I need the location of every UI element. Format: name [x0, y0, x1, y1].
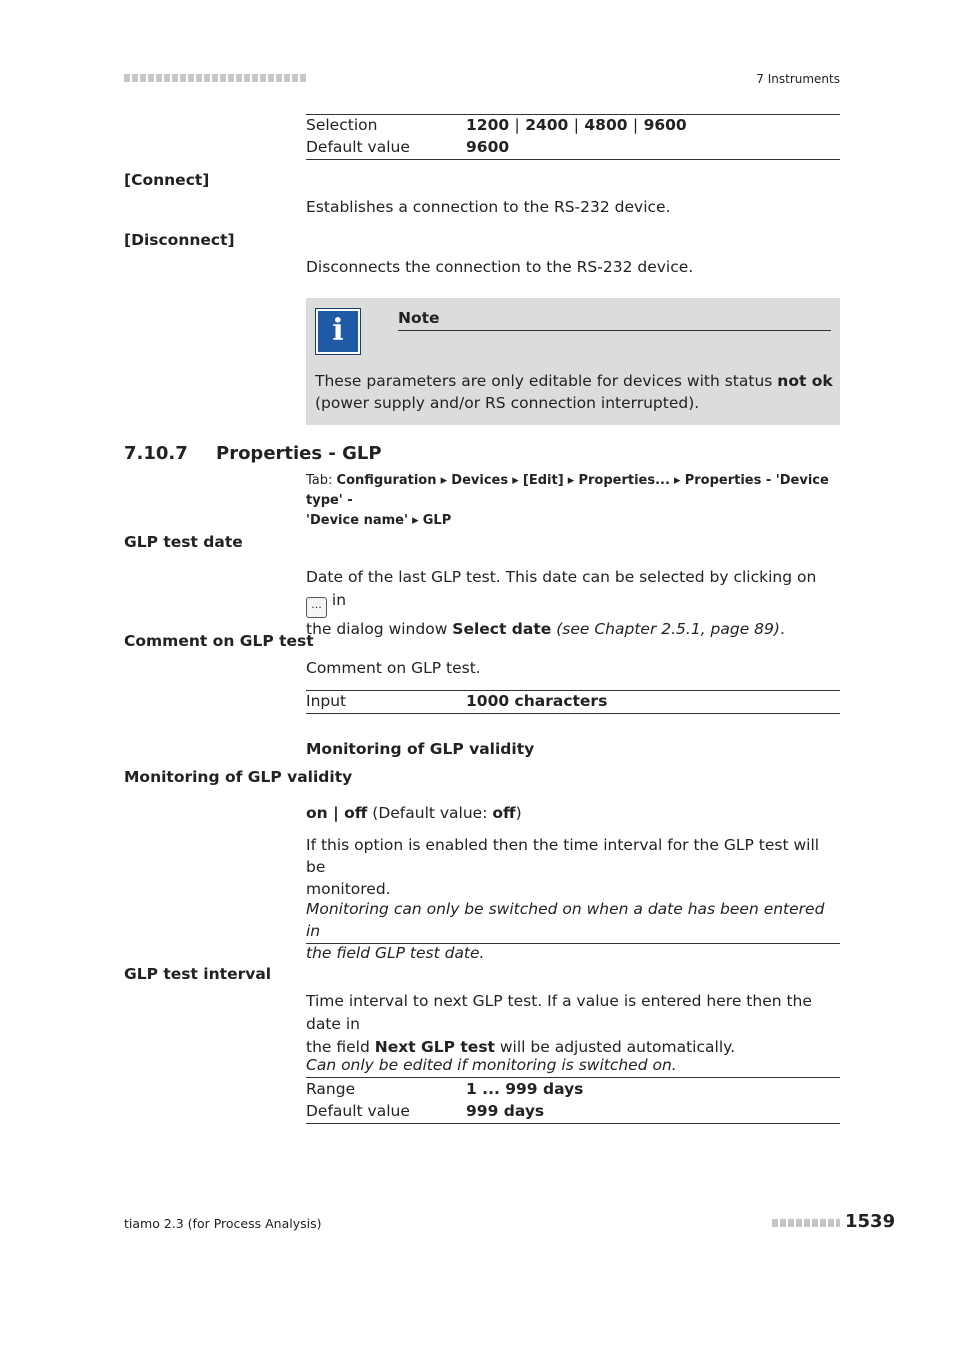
info-icon: i	[315, 308, 361, 355]
note-text: These parameters are only editable for devices with status not ok (power supply and/or RS connection interrupted).	[315, 372, 833, 412]
interval-rule-bottom	[306, 1123, 840, 1124]
chapter-title: 7 Instruments	[756, 72, 840, 86]
input-value: 1000 characters	[466, 692, 608, 710]
comment-rule-bottom	[306, 713, 840, 714]
disconnect-desc: Disconnects the connection to the RS-232 device.	[306, 258, 694, 276]
section-title: Properties - GLP	[216, 443, 382, 464]
glp-test-date-desc: Date of the last GLP test. This date can be selected by clicking on ... in the dialog window Select date (see Chapter 2.5.1, page 89).	[306, 568, 817, 638]
note-title: Note	[398, 309, 440, 327]
default-label: Default value	[306, 138, 410, 156]
page-number: 1539	[845, 1211, 896, 1232]
range-label: Range	[306, 1080, 356, 1098]
interval-note: Can only be edited if monitoring is switched on.	[306, 1056, 677, 1074]
selection-label: Selection	[306, 116, 378, 134]
connect-desc: Establishes a connection to the RS-232 device.	[306, 198, 671, 216]
glp-test-date-title: GLP test date	[124, 533, 243, 551]
footer-decoration	[772, 1219, 840, 1227]
selection-values: 1200 | 2400 | 4800 | 9600	[466, 116, 687, 134]
comment-desc: Comment on GLP test.	[306, 659, 481, 677]
interval-desc: Time interval to next GLP test. If a value is entered here then the date in the field Next GLP test will be adjusted automatically.	[306, 992, 812, 1056]
interval-default-value: 999 days	[466, 1102, 545, 1120]
comment-title: Comment on GLP test	[124, 632, 314, 650]
monitoring-rule	[306, 943, 840, 944]
footer-product: tiamo 2.3 (for Process Analysis)	[124, 1216, 322, 1231]
tab-path: Tab: Configuration ▸ Devices ▸ [Edit] ▸ Properties... ▸ Properties - 'Device type' - 'Device name' ▸ GLP	[306, 473, 829, 528]
monitoring-heading: Monitoring of GLP validity	[306, 740, 535, 758]
input-label: Input	[306, 692, 347, 710]
select-date-button[interactable]: ...	[306, 597, 327, 618]
section-number: 7.10.7	[124, 443, 188, 464]
connect-title: [Connect]	[124, 171, 210, 189]
monitoring-desc: If this option is enabled then the time interval for the GLP test will be monitored.	[306, 836, 820, 898]
monitoring-options: on | off (Default value: off)	[306, 804, 522, 822]
monitoring-title: Monitoring of GLP validity	[124, 768, 353, 786]
disconnect-title: [Disconnect]	[124, 231, 235, 249]
range-value: 1 ... 999 days	[466, 1080, 584, 1098]
monitoring-note: Monitoring can only be switched on when a date has been entered in the field GLP test date.	[306, 900, 825, 962]
interval-default-label: Default value	[306, 1102, 410, 1120]
note-rule	[398, 330, 831, 331]
default-value: 9600	[466, 138, 510, 156]
table-rule-bottom	[306, 159, 840, 160]
header-decoration	[124, 74, 306, 82]
interval-title: GLP test interval	[124, 965, 272, 983]
